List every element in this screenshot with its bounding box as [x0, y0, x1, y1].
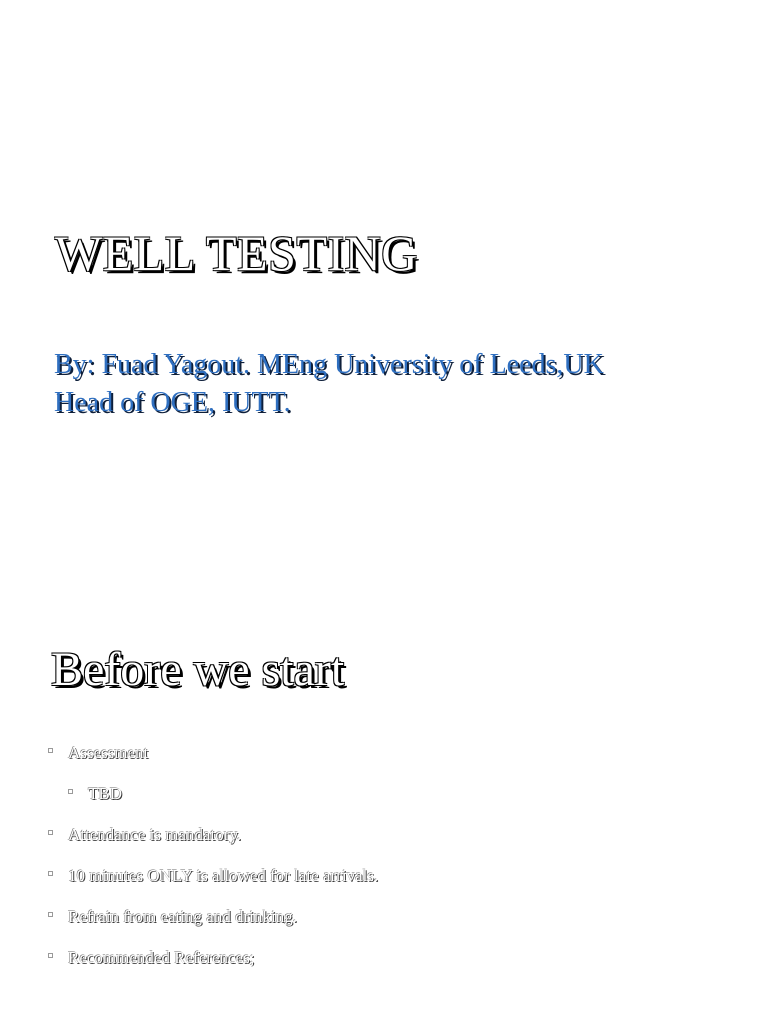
bullet-item-tbd [0, 781, 768, 822]
square-bullet-icon [48, 871, 53, 876]
bullet-text: Recommended References; [68, 948, 255, 967]
bullet-text: Attendance is mandatory. [68, 825, 242, 844]
bullet-item-assessment [0, 740, 768, 781]
square-bullet-icon [48, 912, 53, 917]
slide-title: Before we start [51, 643, 345, 696]
square-bullet-icon [68, 789, 73, 794]
bullet-text: TBD [88, 784, 122, 803]
bullet-item-attendance [0, 822, 768, 863]
subtitle-position-line: Head of OGE, IUTT. [54, 387, 291, 418]
bullet-list [0, 740, 768, 986]
square-bullet-icon [48, 953, 53, 958]
bullet-text: 10 minutes ONLY is allowed for late arrivals. [68, 866, 379, 885]
content-slide [0, 512, 768, 1024]
presentation-subtitle [54, 346, 604, 422]
bullet-item-references [0, 945, 768, 986]
bullet-text: Refrain from eating and drinking. [68, 907, 297, 926]
bullet-text: Assessment [68, 743, 149, 762]
presentation-title: WELL TESTING [55, 225, 418, 281]
square-bullet-icon [48, 748, 53, 753]
bullet-item-eating-drinking [0, 904, 768, 945]
bullet-item-late-arrivals [0, 863, 768, 904]
square-bullet-icon [48, 830, 53, 835]
subtitle-author-line: By: Fuad Yagout. MEng University of Leeds,UK [54, 349, 604, 380]
